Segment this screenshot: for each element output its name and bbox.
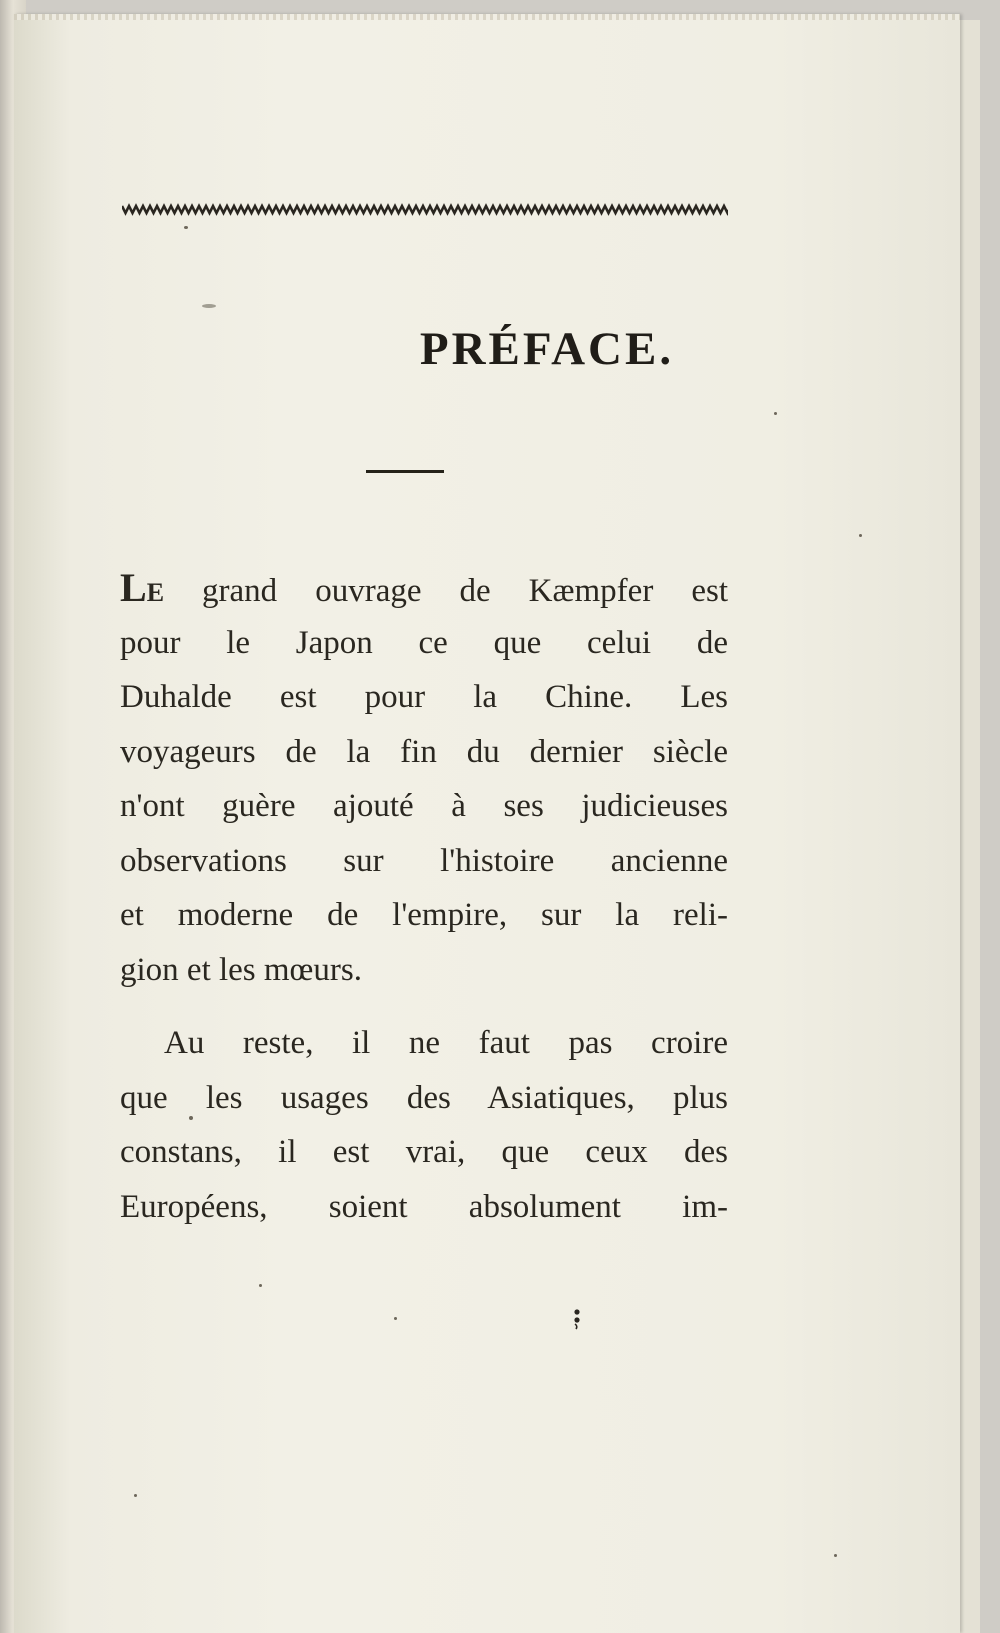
paragraph-line: Duhalde est pour la Chine. Les xyxy=(120,679,728,715)
line-text: grand ouvrage de Kæmpfer est xyxy=(164,573,728,609)
paragraph-line: constans, il est vrai, que ceux des xyxy=(120,1134,728,1170)
paragraph-line: voyageurs de la fin du dernier siècle xyxy=(120,733,728,770)
heading-text: PRÉFACE. xyxy=(419,323,675,375)
wavy-rule-ornament-icon xyxy=(122,202,728,216)
paper-speck xyxy=(134,1494,137,1497)
paragraph-line: observations sur l'histoire ancienne xyxy=(120,842,728,879)
paper-speck xyxy=(859,534,862,537)
paragraph-line xyxy=(120,561,728,616)
paragraph-line: et moderne de l'empire, sur la reli- xyxy=(120,897,728,933)
small-capital: E xyxy=(146,578,165,607)
paper-speck xyxy=(774,412,777,415)
paper-speck xyxy=(184,226,188,229)
drop-capital: L xyxy=(120,565,147,610)
signature-mark-icon xyxy=(572,1308,582,1330)
paragraph-1 xyxy=(120,561,728,997)
paper-speck xyxy=(834,1554,837,1557)
paragraph-line: pour le Japon ce que celui de xyxy=(120,624,728,661)
paper-speck xyxy=(189,1116,193,1120)
heading-rule xyxy=(366,470,444,473)
page-heading xyxy=(14,322,960,376)
paper-speck xyxy=(202,304,216,308)
paragraph-line: Au reste, il ne faut pas croire xyxy=(164,1025,728,1061)
paragraph-line: n'ont guère ajouté à ses judicieuses xyxy=(120,788,728,824)
paragraph-line: que les usages des Asiatiques, plus xyxy=(120,1079,728,1116)
paper-speck xyxy=(259,1284,262,1287)
book-page xyxy=(14,14,960,1633)
paragraph-line: gion et les mœurs. xyxy=(120,951,362,988)
paper-speck xyxy=(394,1317,397,1320)
paragraph-2 xyxy=(120,1016,728,1234)
paragraph-line: Européens, soient absolument im- xyxy=(120,1188,728,1225)
